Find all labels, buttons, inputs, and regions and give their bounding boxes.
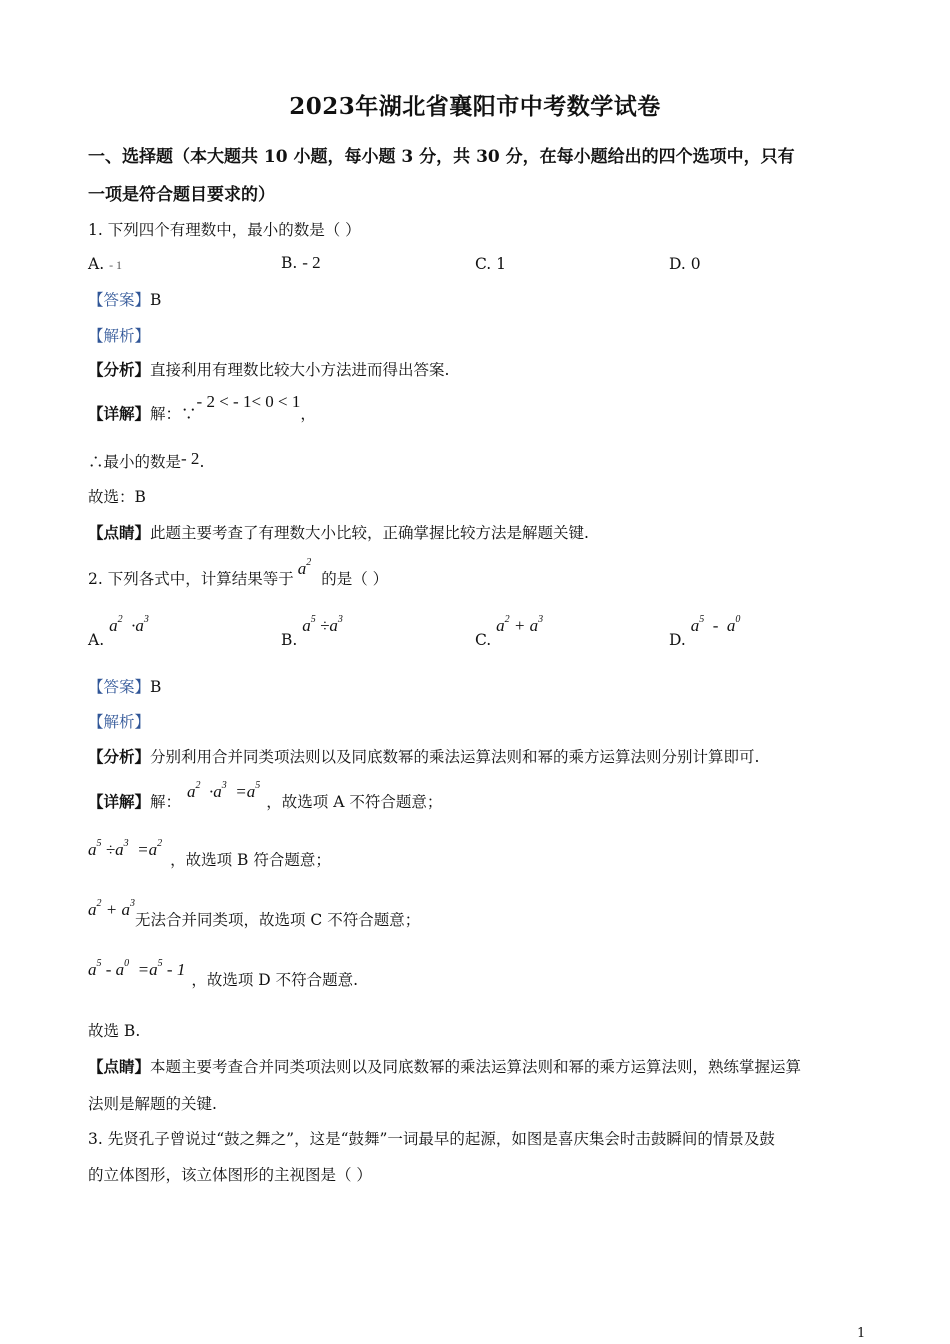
q2-detail-line4-suffix: ，故选项 D 不符合题意.	[191, 971, 359, 989]
fenxi-tag: 【分析】	[88, 747, 151, 766]
q2-stem-suffix: 的是（ ）	[321, 570, 389, 588]
q2-answer-value: B	[150, 678, 162, 696]
q2-stem-expr: $a^2$	[297, 557, 312, 578]
q2-detail-line3	[88, 898, 421, 938]
q2-detail-line1	[88, 780, 443, 820]
q1-comment-text: 此题主要考查了有理数大小比较，正确掌握比较方法是解题关键.	[150, 524, 589, 542]
q2-answer	[88, 676, 161, 698]
q1-stem: 1. 下列四个有理数中，最小的数是（ ）	[88, 221, 361, 239]
q2-choose: 故选 B.	[88, 1022, 141, 1040]
q1-answer-value: B	[150, 291, 162, 309]
section-heading-line1: 一、选择题（本大题共 10 小题，每小题 3 分，共 30 分，在每小题给出的四个选项中，只有	[88, 147, 795, 167]
q2-analysis-tag: 【解析】	[88, 713, 151, 731]
q2-option-d	[669, 614, 741, 649]
q3-stem-line2: 的立体图形，该立体图形的主视图是（ ）	[88, 1166, 372, 1184]
q2-detail-line2	[88, 838, 331, 878]
q1-option-d-label: D.	[669, 255, 686, 273]
page-number: 1	[857, 1326, 866, 1341]
q2-stem	[88, 557, 389, 590]
q2-detail-line1-suffix: ，故选项 A 不符合题意；	[266, 793, 443, 811]
q2-option-b-label: B.	[281, 631, 298, 649]
answer-tag: 【答案】	[88, 291, 151, 309]
q2-option-d-label: D.	[669, 631, 686, 649]
exam-title: 2023年湖北省襄阳市中考数学试卷	[289, 93, 661, 120]
q1-option-a-value: - 1	[109, 258, 123, 272]
q1-option-b-value: - 2	[302, 253, 321, 272]
q1-conclusion-prefix: ∴最小的数是	[88, 453, 182, 471]
q1-detail-prefix: 解：∵	[150, 405, 197, 423]
q2-detail-line1-expr: $a^2 \cdot a^3 =a^5$	[187, 780, 261, 801]
q2-stem-prefix: 2. 下列各式中，计算结果等于	[88, 570, 294, 588]
comment-tag: 【点睛】	[88, 1057, 151, 1076]
comment-tag: 【点睛】	[88, 523, 151, 542]
q3-stem-line1: 3. 先贤孔子曾说过“鼓之舞之”，这是“鼓舞”一词最早的起源，如图是喜庆集会时击鼓瞬间的情景及鼓	[88, 1130, 775, 1148]
q2-comment-line1	[88, 1056, 801, 1078]
q2-option-a-expr: $a^2 \cdot a^3$	[109, 614, 149, 635]
q1-option-b-label: B.	[281, 254, 298, 272]
q2-option-a-label: A.	[88, 631, 105, 649]
q1-detail-suffix: ，	[300, 405, 316, 423]
q2-comment-text1: 本题主要考查合并同类项法则以及同底数幂的乘法运算法则和幂的乘方运算法则，熟练掌握运算	[150, 1058, 802, 1076]
q1-choose: 故选：B	[88, 488, 146, 506]
q1-option-c-value: 1	[496, 255, 507, 273]
q2-detail-line2-expr: $a^5 \div a^3 =a^2$	[88, 838, 163, 859]
q2-option-c-expr: $a^2 + a^3$	[496, 614, 544, 635]
detail-tag: 【详解】	[88, 404, 151, 423]
q2-detail-line2-suffix: ，故选项 B 符合题意；	[170, 851, 331, 869]
q2-fenxi-text: 分别利用合并同类项法则以及同底数幂的乘法运算法则和幂的乘方运算法则分别计算即可.	[150, 748, 760, 766]
q1-conclusion	[88, 451, 204, 473]
q2-detail-line4-expr: $a^5 - a^0 =a^5 - 1$	[88, 958, 186, 979]
section-heading-line2: 一项是符合题目要求的）	[88, 185, 275, 205]
answer-tag: 【答案】	[88, 678, 151, 696]
q1-comment	[88, 522, 589, 544]
q1-fenxi-text: 直接利用有理数比较大小方法进而得出答案.	[150, 361, 450, 379]
q1-fenxi	[88, 359, 449, 381]
q2-option-b	[281, 614, 343, 649]
q2-option-c	[475, 614, 544, 649]
q2-option-d-expr: $a^5 - a^0$	[690, 614, 741, 635]
q1-option-a-label: A.	[88, 255, 105, 273]
q2-detail-line4	[88, 958, 359, 998]
q1-option-c-label: C.	[475, 255, 492, 273]
q1-option-c	[475, 255, 506, 273]
q1-analysis-tag: 【解析】	[88, 327, 151, 345]
q1-conclusion-expr: - 2	[181, 449, 200, 468]
q2-detail-prefix: 解：	[150, 793, 182, 811]
q1-option-d	[669, 255, 701, 273]
q2-option-a	[88, 614, 149, 649]
q1-detail	[88, 392, 316, 433]
q2-detail-line3-suffix: 无法合并同类项，故选项 C 不符合题意；	[134, 911, 421, 929]
q1-option-d-value: 0	[690, 255, 701, 273]
q1-conclusion-suffix: .	[199, 453, 205, 471]
q1-detail-expr: - 2 < - 1< 0 < 1	[196, 392, 301, 411]
q2-fenxi	[88, 746, 759, 768]
q2-option-b-expr: $a^5 \div a^3$	[302, 614, 343, 635]
q2-comment-line2: 法则是解题的关键.	[88, 1095, 217, 1113]
q2-detail-line3-expr: $a^2 + a^3$	[88, 898, 135, 919]
q1-answer	[88, 289, 161, 311]
fenxi-tag: 【分析】	[88, 360, 151, 379]
q1-option-a	[88, 255, 122, 273]
detail-tag: 【详解】	[88, 792, 151, 811]
q1-option-b	[281, 253, 321, 273]
q2-option-c-label: C.	[475, 631, 492, 649]
